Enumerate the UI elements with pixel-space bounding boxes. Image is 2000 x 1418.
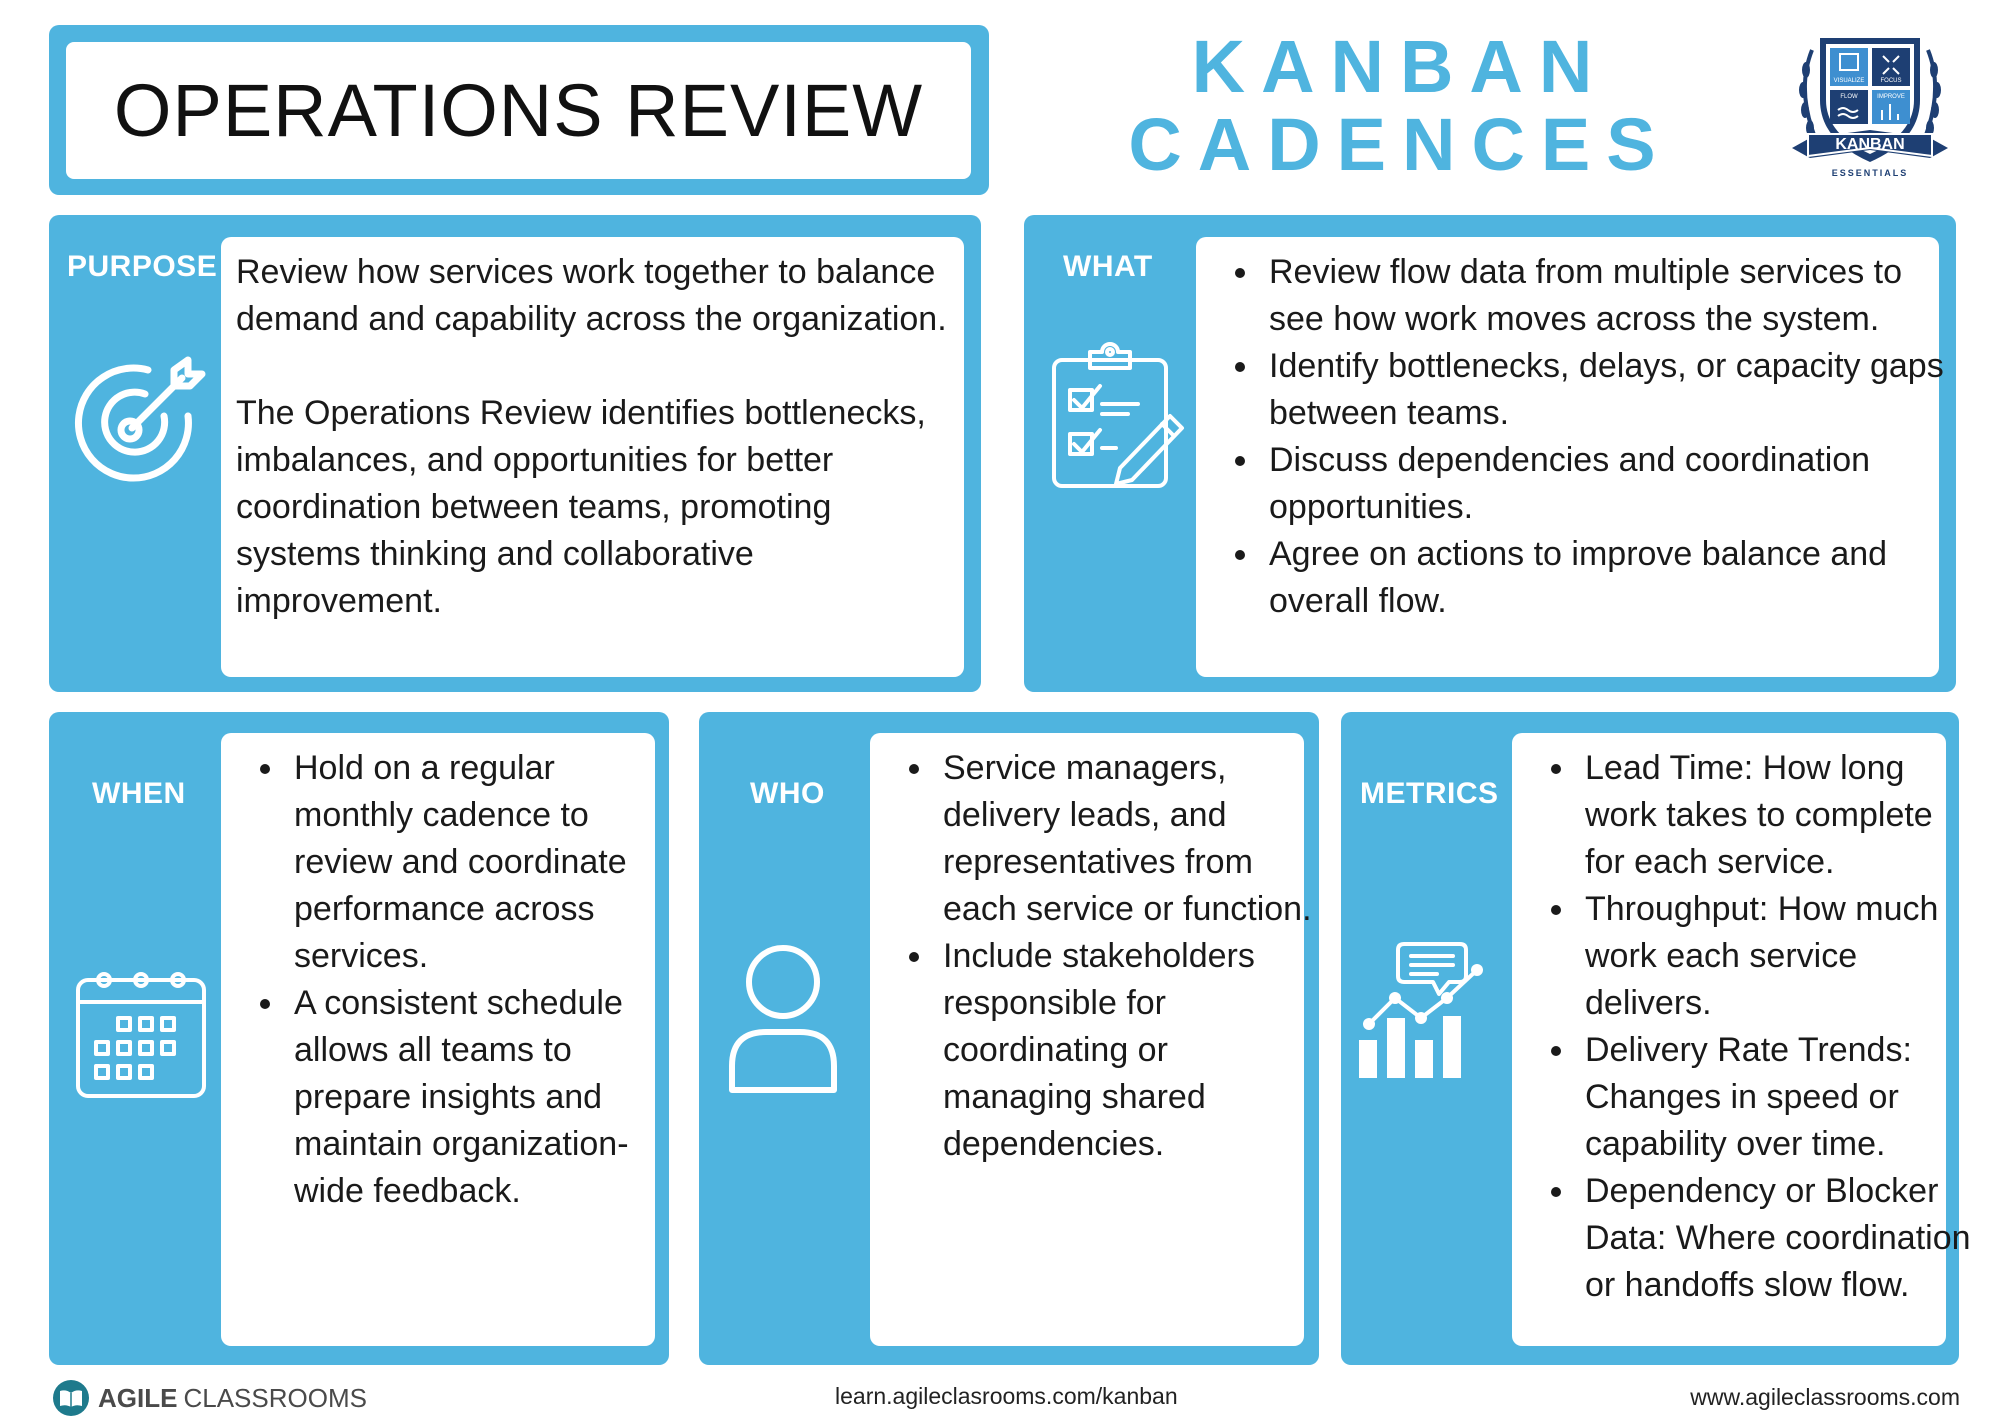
what-text-box [1196,237,1944,677]
purpose-text-box [221,237,964,677]
metrics-text-box [1512,733,1971,1346]
footer-brand-light: CLASSROOMS [183,1382,367,1413]
purpose-paragraph-2: The Operations Review identifies bottlenecks, imbalances, and opportunities for better coordination between teams, promoting systems thinking and collaborative improvement. [236,394,926,620]
svg-text:KANBAN: KANBAN [1835,136,1905,153]
title-box [66,42,971,179]
metrics-item-3: Delivery Rate Trends: Changes in speed or capability over time. [1585,1027,1975,1168]
svg-text:FLOW: FLOW [1840,94,1858,100]
metrics-item-4: Dependency or Blocker Data: Where coordination or handoffs slow flow. [1585,1168,1975,1309]
when-item-1: Hold on a regular monthly cadence to review and coordinate performance across services. [294,745,674,980]
clipboard-checklist-icon [1050,338,1190,488]
when-label: WHEN [92,777,186,810]
target-icon [70,352,212,494]
page-title: OPERATIONS REVIEW [113,69,924,152]
open-book-icon [52,1379,90,1417]
title-frame [49,25,989,195]
footer-center-link[interactable]: learn.agileclasrooms.com/kanban [835,1383,1178,1409]
metrics-item-2: Throughput: How much work each service delivers. [1585,886,1975,1027]
who-item-1: Service managers, delivery leads, and representatives from each service or function. [943,745,1323,933]
brand-line-1: KANBAN [1191,25,1609,108]
purpose-paragraph-1: Review how services work together to balance demand and capability across the organization. [236,253,947,338]
footer-brand[interactable] [52,1378,367,1418]
footer-brand-bold: AGILE [98,1382,178,1413]
metrics-item-1: Lead Time: How long work takes to complete for each service. [1585,745,1975,886]
calendar-icon [74,962,208,1100]
what-item-4: Agree on actions to improve balance and overall flow. [1269,531,1959,625]
what-item-1: Review flow data from multiple services to see how work moves across the system. [1269,249,1959,343]
svg-text:FOCUS: FOCUS [1880,78,1902,84]
purpose-label: PURPOSE [67,250,218,283]
what-item-2: Identify bottlenecks, delays, or capacity gaps between teams. [1269,343,1959,437]
what-label: WHAT [1063,250,1153,283]
who-label: WHO [750,777,825,810]
kanban-essentials-badge [1790,30,1950,185]
svg-text:ESSENTIALS: ESSENTIALS [1831,168,1909,178]
metrics-label: METRICS [1360,777,1499,810]
brand-line-2: CADENCES [1128,103,1672,186]
brand-heading [1100,25,1700,186]
when-text-box [221,733,655,1346]
svg-text:IMPROVE: IMPROVE [1877,94,1905,100]
who-text-box [870,733,1312,1346]
when-item-2: A consistent schedule allows all teams to prepare insights and maintain organization-wide feedback. [294,980,674,1215]
svg-text:VISUALIZE: VISUALIZE [1833,78,1865,84]
who-item-2: Include stakeholders responsible for coordinating or managing shared dependencies. [943,933,1323,1168]
chart-icon [1357,940,1492,1080]
what-item-3: Discuss dependencies and coordination opportunities. [1269,437,1959,531]
person-icon [722,940,844,1100]
footer-right-link[interactable]: www.agileclassrooms.com [1690,1384,1960,1410]
